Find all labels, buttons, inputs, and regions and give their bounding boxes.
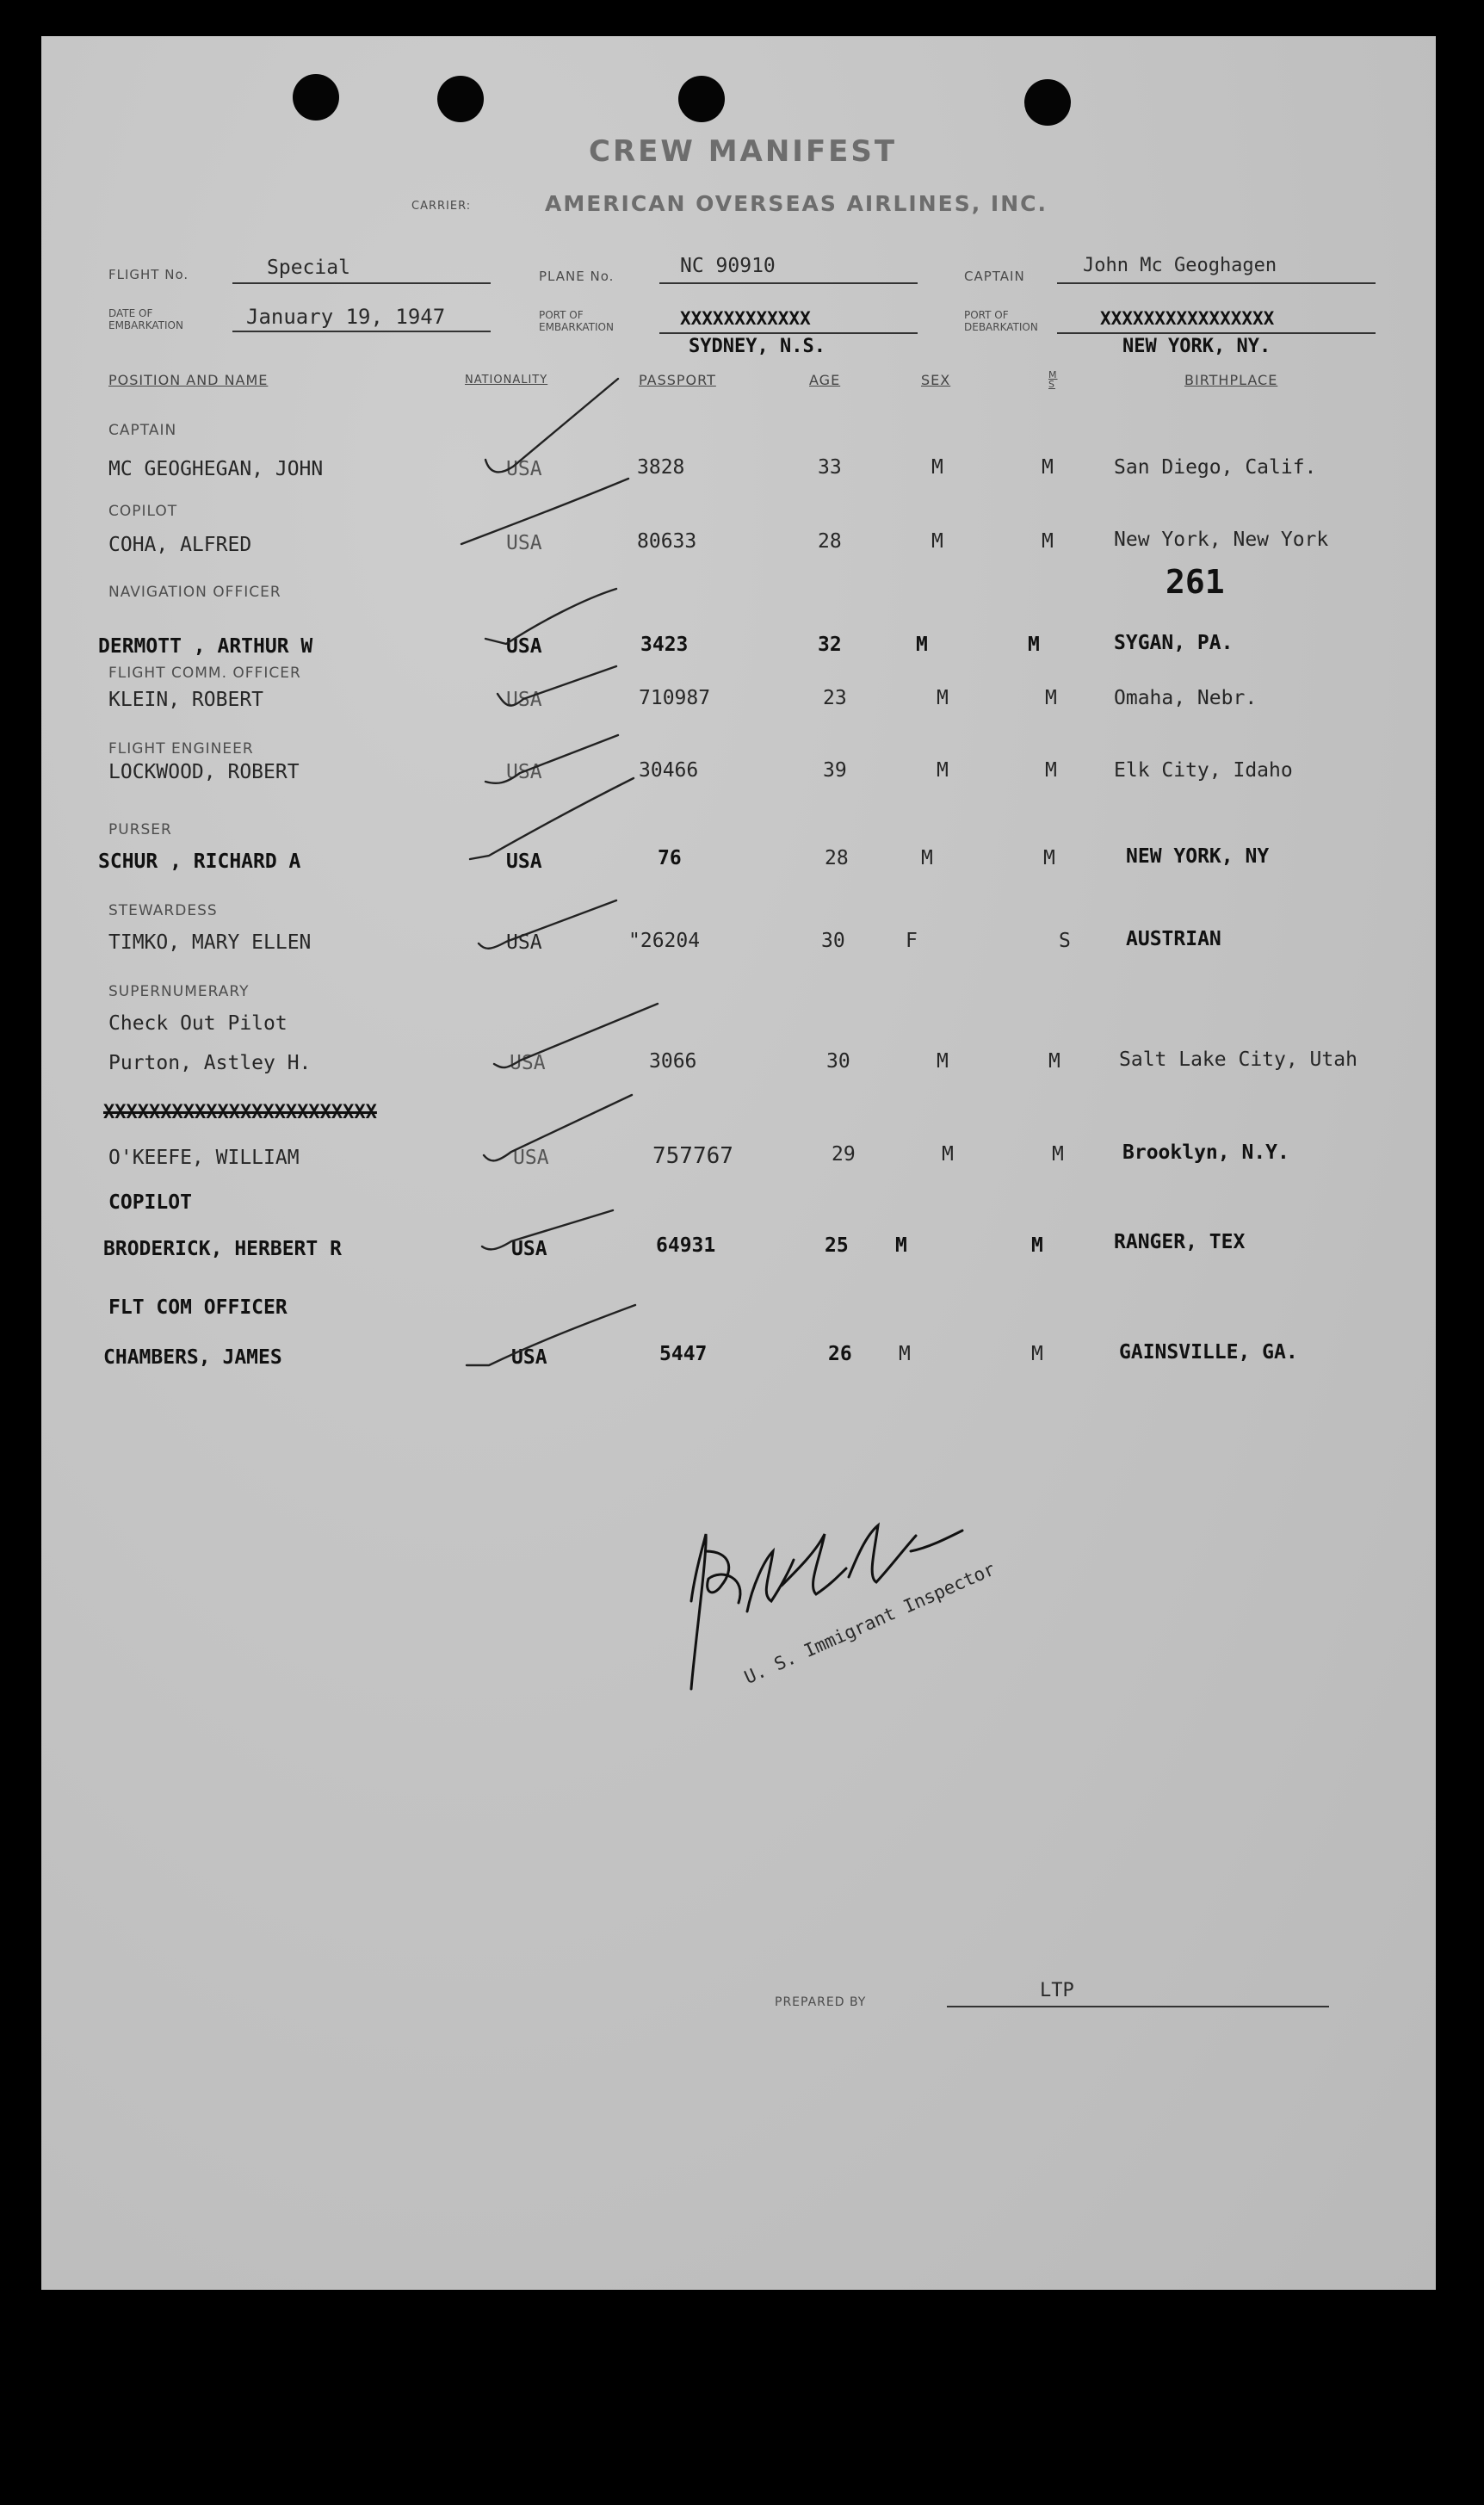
marital-status: M: [1031, 1234, 1043, 1257]
crew-name: BRODERICK, HERBERT R: [103, 1238, 342, 1260]
passport: 757767: [652, 1143, 733, 1169]
crew-name: KLEIN, ROBERT: [108, 689, 264, 711]
marital-status: M: [1043, 847, 1055, 869]
date-label-1: DATE OF: [108, 307, 153, 319]
age: 28: [825, 847, 849, 869]
port-embarkation-label-1: PORT OF: [539, 309, 584, 321]
birthplace: New York, New York: [1114, 529, 1329, 551]
crew-name: O'KEEFE, WILLIAM: [108, 1147, 300, 1169]
nationality: USA: [506, 458, 542, 480]
port-debarkation-label-2: DEBARKATION: [964, 321, 1038, 333]
sex: F: [906, 930, 918, 952]
sex: M: [916, 634, 928, 656]
col-sex: SEX: [921, 372, 951, 388]
position-label-struck: XXXXXXXXXXXXXXXXXXXXXXXX: [103, 1102, 377, 1123]
age: 39: [823, 759, 847, 782]
carrier-label: CARRIER:: [411, 200, 472, 213]
position-label: FLIGHT ENGINEER: [108, 740, 254, 758]
passport: 3828: [637, 456, 685, 479]
birthplace: San Diego, Calif.: [1114, 456, 1317, 479]
position-label: STEWARDESS: [108, 902, 218, 919]
crew-name: Purton, Astley H.: [108, 1052, 312, 1074]
flight-no-value: Special: [267, 257, 350, 279]
col-nationality: NATIONALITY: [465, 374, 548, 387]
age: 30: [826, 1050, 850, 1073]
sex: M: [937, 687, 949, 709]
port-embarkation-label-2: EMBARKATION: [539, 321, 614, 333]
flight-no-label: FLIGHT No.: [108, 267, 189, 282]
form-title: CREW MANIFEST: [589, 134, 898, 169]
marital-status: S: [1059, 930, 1071, 952]
nationality: USA: [506, 931, 542, 954]
nationality: USA: [506, 689, 542, 711]
captain-label: CAPTAIN: [964, 269, 1025, 284]
port-debarkation-value: NEW YORK, NY.: [1122, 336, 1271, 357]
age: 30: [821, 930, 845, 952]
col-passport: PASSPORT: [639, 372, 716, 388]
passport: 5447: [659, 1343, 708, 1365]
port-embarkation-value: SYDNEY, N.S.: [689, 336, 825, 357]
sex: M: [942, 1143, 954, 1166]
birthplace: Elk City, Idaho: [1114, 759, 1293, 782]
position-label: PURSER: [108, 821, 172, 838]
nationality: USA: [506, 532, 542, 554]
prepared-by-label: PREPARED BY: [775, 1995, 867, 2009]
nationality: USA: [506, 761, 542, 783]
sex: M: [899, 1343, 911, 1365]
nationality: USA: [513, 1147, 549, 1169]
col-marital-status: M S: [1048, 369, 1058, 390]
col-birthplace: BIRTHPLACE: [1184, 372, 1278, 388]
sex: M: [921, 847, 933, 869]
age: 29: [832, 1143, 856, 1166]
marital-status: M: [1045, 759, 1057, 782]
captain-value: John Mc Geoghagen: [1083, 255, 1277, 276]
position-label: SUPERNUMERARY: [108, 983, 250, 1000]
position-label: NAVIGATION OFFICER: [108, 584, 281, 601]
birthplace: NEW YORK, NY: [1126, 845, 1270, 868]
nationality: USA: [511, 1346, 547, 1369]
passport: 64931: [656, 1234, 716, 1257]
nationality: USA: [506, 850, 542, 873]
page-number: 261: [1166, 563, 1225, 601]
crew-name: LOCKWOOD, ROBERT: [108, 761, 300, 783]
plane-no-value: NC 90910: [680, 255, 776, 277]
birthplace: Salt Lake City, Utah: [1119, 1048, 1357, 1071]
plane-no-label: PLANE No.: [539, 269, 615, 284]
crew-name: TIMKO, MARY ELLEN: [108, 931, 312, 954]
crew-name: MC GEOGHEGAN, JOHN: [108, 458, 324, 480]
passport: 710987: [639, 687, 711, 709]
position-label: FLIGHT COMM. OFFICER: [108, 665, 301, 682]
birthplace: Brooklyn, N.Y.: [1122, 1141, 1289, 1164]
passport: 3423: [640, 634, 689, 656]
marital-status: M: [1042, 456, 1054, 479]
sex: M: [895, 1234, 907, 1257]
inspector-caption: U. S. Immigrant Inspector: [741, 1558, 999, 1688]
marital-status: M: [1048, 1050, 1060, 1073]
sex: M: [937, 759, 949, 782]
marital-status: M: [1028, 634, 1040, 656]
marital-status: M: [1042, 530, 1054, 553]
nationality: USA: [511, 1238, 547, 1260]
birthplace: SYGAN, PA.: [1114, 632, 1234, 654]
port-debarkation-struck: XXXXXXXXXXXXXXXX: [1100, 308, 1275, 329]
crew-name: DERMOTT , ARTHUR W: [98, 635, 313, 658]
birthplace: Omaha, Nebr.: [1114, 687, 1258, 709]
passport: 30466: [639, 759, 699, 782]
col-age: AGE: [809, 372, 841, 388]
age: 33: [818, 456, 842, 479]
port-embarkation-struck: XXXXXXXXXXXX: [680, 308, 811, 329]
marital-status: M: [1052, 1143, 1064, 1166]
nationality: USA: [506, 635, 542, 658]
crew-name: CHAMBERS, JAMES: [103, 1346, 282, 1369]
crew-name: COHA, ALFRED: [108, 534, 252, 556]
sex: M: [931, 456, 943, 479]
passport: 80633: [637, 530, 697, 553]
position-label: FLT COM OFFICER: [108, 1296, 288, 1319]
birthplace: AUSTRIAN: [1126, 928, 1221, 950]
age: 32: [818, 634, 842, 656]
age: 28: [818, 530, 842, 553]
sex: M: [937, 1050, 949, 1073]
passport: "26204: [628, 930, 701, 952]
sex: M: [931, 530, 943, 553]
nationality: USA: [510, 1052, 546, 1074]
marital-status: M: [1031, 1343, 1043, 1365]
port-debarkation-label-1: PORT OF: [964, 309, 1009, 321]
col-position-name: POSITION AND NAME: [108, 372, 269, 388]
crew-manifest-sheet: [41, 36, 1436, 2290]
age: 23: [823, 687, 847, 709]
birthplace: RANGER, TEX: [1114, 1231, 1246, 1253]
position-label: CAPTAIN: [108, 422, 177, 439]
carrier-name: AMERICAN OVERSEAS AIRLINES, INC.: [545, 191, 1048, 216]
age: 25: [825, 1234, 849, 1257]
position-label: COPILOT: [108, 503, 178, 520]
date-value: January 19, 1947: [246, 305, 446, 329]
position-label: COPILOT: [108, 1191, 192, 1214]
age: 26: [828, 1343, 852, 1365]
date-label-2: EMBARKATION: [108, 319, 183, 331]
prepared-by-value: LTP: [1040, 1980, 1074, 2001]
passport: 3066: [649, 1050, 697, 1073]
crew-name: SCHUR , RICHARD A: [98, 850, 301, 873]
marital-status: M: [1045, 687, 1057, 709]
passport: 76: [658, 847, 682, 869]
birthplace: GAINSVILLE, GA.: [1119, 1341, 1298, 1364]
sub-position-label: Check Out Pilot: [108, 1012, 288, 1035]
